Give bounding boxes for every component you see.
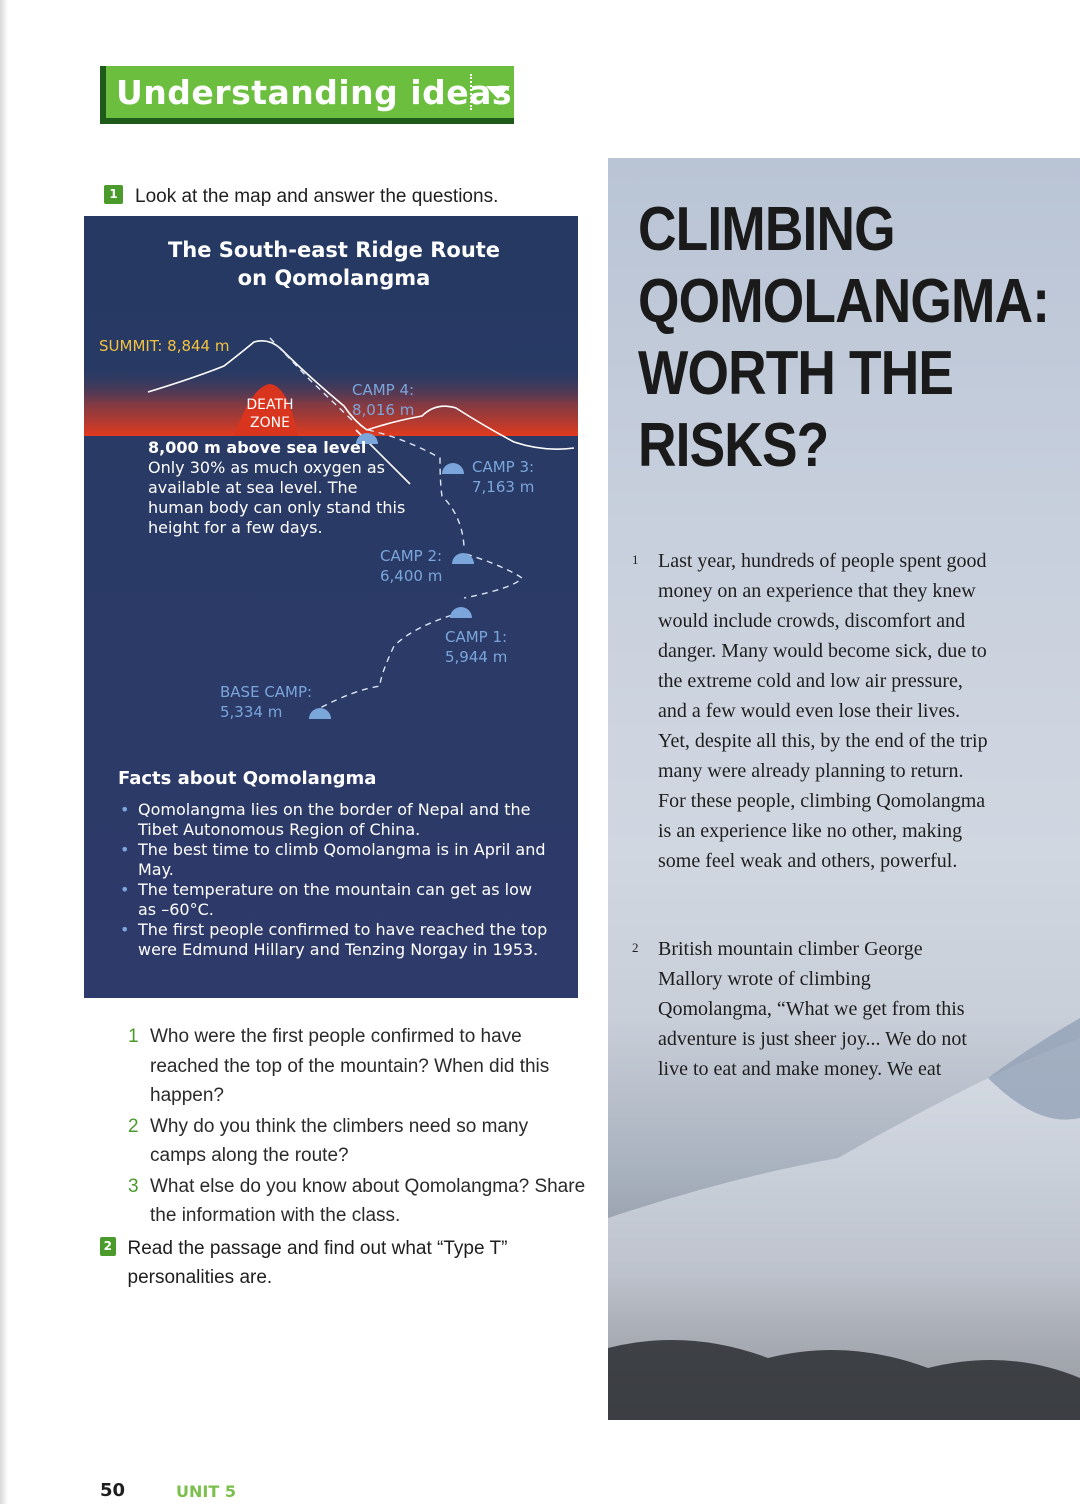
map-title-line-1: The South-east Ridge Route xyxy=(167,238,501,262)
camp-4-altitude: 8,016 m xyxy=(352,401,415,419)
camp-1-label xyxy=(445,627,507,667)
question-text: What else do you know about Qomolangma? Share the information with the class. xyxy=(150,1175,586,1226)
oxygen-note-heading: 8,000 m above sea level xyxy=(148,438,367,457)
question-number: 1 xyxy=(128,1026,139,1047)
facts-title: Facts about Qomolangma xyxy=(118,768,377,789)
task-2-number: 2 xyxy=(100,1237,116,1256)
article-title-line-4: RISKS? xyxy=(638,411,829,480)
question-list xyxy=(128,1022,588,1232)
article-panel xyxy=(608,158,1080,1420)
question-item xyxy=(128,1172,588,1231)
oxygen-note-text: Only 30% as much oxygen as available at sea level. The human body can only stand this height for a few days. xyxy=(148,458,406,537)
article-title xyxy=(638,194,1050,482)
question-text: Why do you think the climbers need so many camps along the route? xyxy=(150,1115,529,1166)
route-map xyxy=(84,216,578,998)
route-camp1-base xyxy=(320,612,462,708)
paragraph-1-text: Last year, hundreds of people spent good money on an experience that they knew would include crowds, discomfort and danger. Many would become sick, due to the extreme cold and low air pressure, and a few would even lose their lives. Yet, despite all this, by the end of the trip many were already planning to return. For these people, climbing Qomolangma is an experience like no other, making some feel weak and others, powerful. xyxy=(658,550,988,872)
base-camp-label xyxy=(220,682,312,722)
fact-item: • The best time to climb Qomolangma is in April and May. xyxy=(118,840,548,880)
paragraph-1-number: 1 xyxy=(632,552,639,567)
unit-label: UNIT 5 xyxy=(176,1482,236,1501)
camp-1-altitude: 5,944 m xyxy=(445,648,508,666)
camp-3-label xyxy=(472,457,534,497)
question-item xyxy=(128,1112,588,1171)
paragraph-2-text: British mountain climber George Mallory wrote of climbing Qomolangma, “What we get from this adventure is just sheer joy... We do not live to eat and make money. We eat xyxy=(658,938,967,1080)
death-zone-line-1: DEATH xyxy=(246,397,294,413)
oxygen-note xyxy=(148,438,408,538)
task-1-number: 1 xyxy=(104,185,123,204)
fact-item: • The first people confirmed to have reached the top were Edmund Hillary and Tenzing Norgay in 1953. xyxy=(118,920,548,960)
question-number: 2 xyxy=(128,1115,139,1137)
question-item xyxy=(128,1022,588,1111)
camp-2-label xyxy=(380,546,442,586)
camp-1-tent-icon xyxy=(450,607,472,618)
death-zone-label xyxy=(224,396,316,432)
section-banner xyxy=(100,66,514,124)
task-2-heading xyxy=(100,1234,560,1292)
task-2-text: Read the passage and find out what “Type T” personalities are. xyxy=(127,1238,508,1288)
section-banner-bar xyxy=(106,66,514,118)
summit-label: SUMMIT: 8,844 m xyxy=(99,337,230,355)
death-zone-band xyxy=(84,366,578,436)
camp-1-name: CAMP 1: xyxy=(445,628,508,646)
map-title xyxy=(84,236,578,292)
paragraph-1 xyxy=(608,546,1018,876)
camp-4-name: CAMP 4: xyxy=(352,381,415,399)
camp-2-tent-icon xyxy=(452,553,474,564)
camp-2-altitude: 6,400 m xyxy=(380,567,443,585)
banner-separator xyxy=(470,74,472,110)
question-text: Who were the first people confirmed to have reached the top of the mountain? When did this happen? xyxy=(150,1026,550,1106)
article-title-line-3: WORTH THE xyxy=(638,339,954,408)
camp-2-name: CAMP 2: xyxy=(380,547,443,565)
question-number: 3 xyxy=(128,1175,139,1197)
facts-list xyxy=(118,800,548,960)
base-camp-name: BASE CAMP: xyxy=(220,683,313,701)
task-1-heading xyxy=(104,182,498,211)
fact-item: • Qomolangma lies on the border of Nepal and the Tibet Autonomous Region of China. xyxy=(118,800,548,840)
camp-3-name: CAMP 3: xyxy=(472,458,535,476)
camp-3-tent-icon xyxy=(442,463,464,474)
dropdown-arrow-icon xyxy=(486,86,510,99)
page-number: 50 xyxy=(100,1480,126,1501)
fact-item: • The temperature on the mountain can get as low as –60°C. xyxy=(118,880,548,920)
page-edge-shadow xyxy=(0,0,8,1504)
article-title-line-1: CLIMBING xyxy=(638,195,895,264)
task-1-text: Look at the map and answer the questions. xyxy=(135,186,499,207)
paragraph-2 xyxy=(608,934,1018,1084)
base-camp-tent-icon xyxy=(309,708,331,719)
camp-3-altitude: 7,163 m xyxy=(472,478,535,496)
section-title: Understanding ideas xyxy=(116,72,513,112)
paragraph-2-number: 2 xyxy=(632,940,639,955)
death-zone-line-2: ZONE xyxy=(250,415,290,431)
base-camp-altitude: 5,334 m xyxy=(220,703,283,721)
article-title-line-2: QOMOLANGMA: xyxy=(638,267,1050,336)
camp-4-label xyxy=(352,380,414,420)
map-title-line-2: on Qomolangma xyxy=(237,266,431,290)
